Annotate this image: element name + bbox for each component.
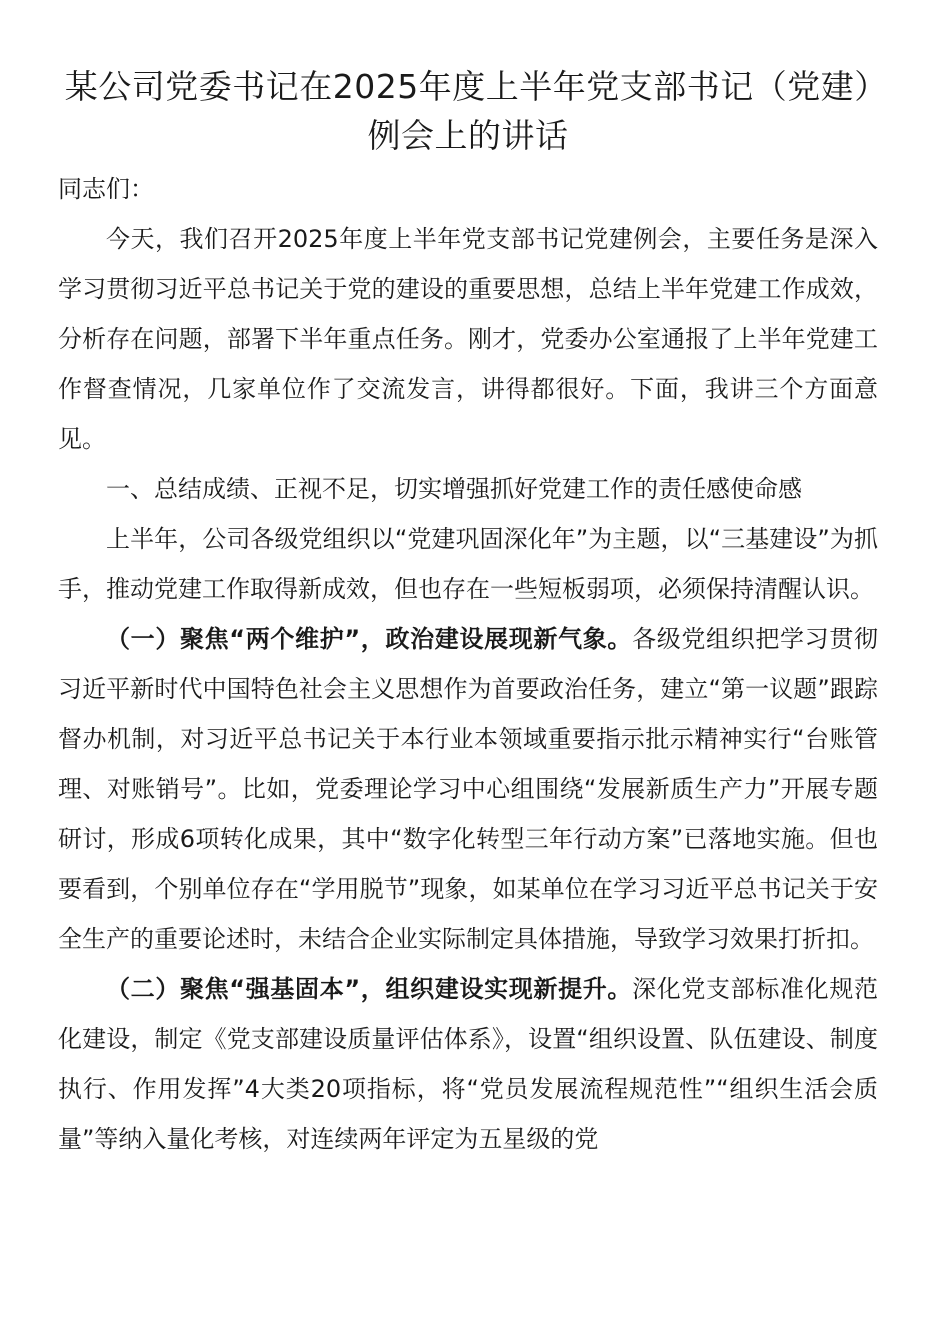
document-title: 某公司党委书记在2025年度上半年党支部书记（党建）例会上的讲话 [64, 67, 872, 155]
item-1-body: 各级党组织把学习贯彻习近平新时代中国特色社会主义思想作为首要政治任务，建立“第一议题”跟踪督办机制，对习近平总书记关于本行业本领域重要指示批示精神实行“台账管理、对账销号”。比如，党委理论学习中心组围绕“发展新质生产力”开展专题研讨，形成6项转化成果，其中“数字化转型三年行动方案”已落地实施。但也要看到，个别单位存在“学用脱节”现象，如某单位在学习习近平总书记关于安全生产的重要论述时，未结合企业实际制定具体措施，导致学习效果打折扣。 [58, 625, 878, 953]
section-1-intro-paragraph: 上半年，公司各级党组织以“党建巩固深化年”为主题，以“三基建设”为抓手，推动党建工作取得新成效，但也存在一些短板弱项，必须保持清醒认识。 [58, 525, 878, 603]
section-1-heading: 一、总结成绩、正视不足，切实增强抓好党建工作的责任感使命感 [106, 475, 802, 503]
salutation: 同志们： [58, 175, 154, 203]
item-2-lead: （二）聚焦“强基固本”，组织建设实现新提升。 [106, 975, 633, 1003]
item-2-paragraph [58, 964, 878, 1164]
item-1-paragraph [58, 614, 878, 964]
intro-paragraph: 今天，我们召开2025年度上半年党支部书记党建例会，主要任务是深入学习贯彻习近平总书记关于党的建设的重要思想，总结上半年党建工作成效，分析存在问题，部署下半年重点任务。刚才，党委办公室通报了上半年党建工作督查情况，几家单位作了交流发言，讲得都很好。下面，我讲三个方面意见。 [58, 225, 878, 453]
item-2-body: 深化党支部标准化规范化建设，制定《党支部建设质量评估体系》，设置“组织设置、队伍建设、制度执行、作用发挥”4大类20项指标，将“党员发展流程规范性”“组织生活会质量”等纳入量化考核，对连续两年评定为五星级的党 [58, 975, 878, 1153]
item-1-lead: （一）聚焦“两个维护”，政治建设展现新气象。 [106, 625, 633, 653]
